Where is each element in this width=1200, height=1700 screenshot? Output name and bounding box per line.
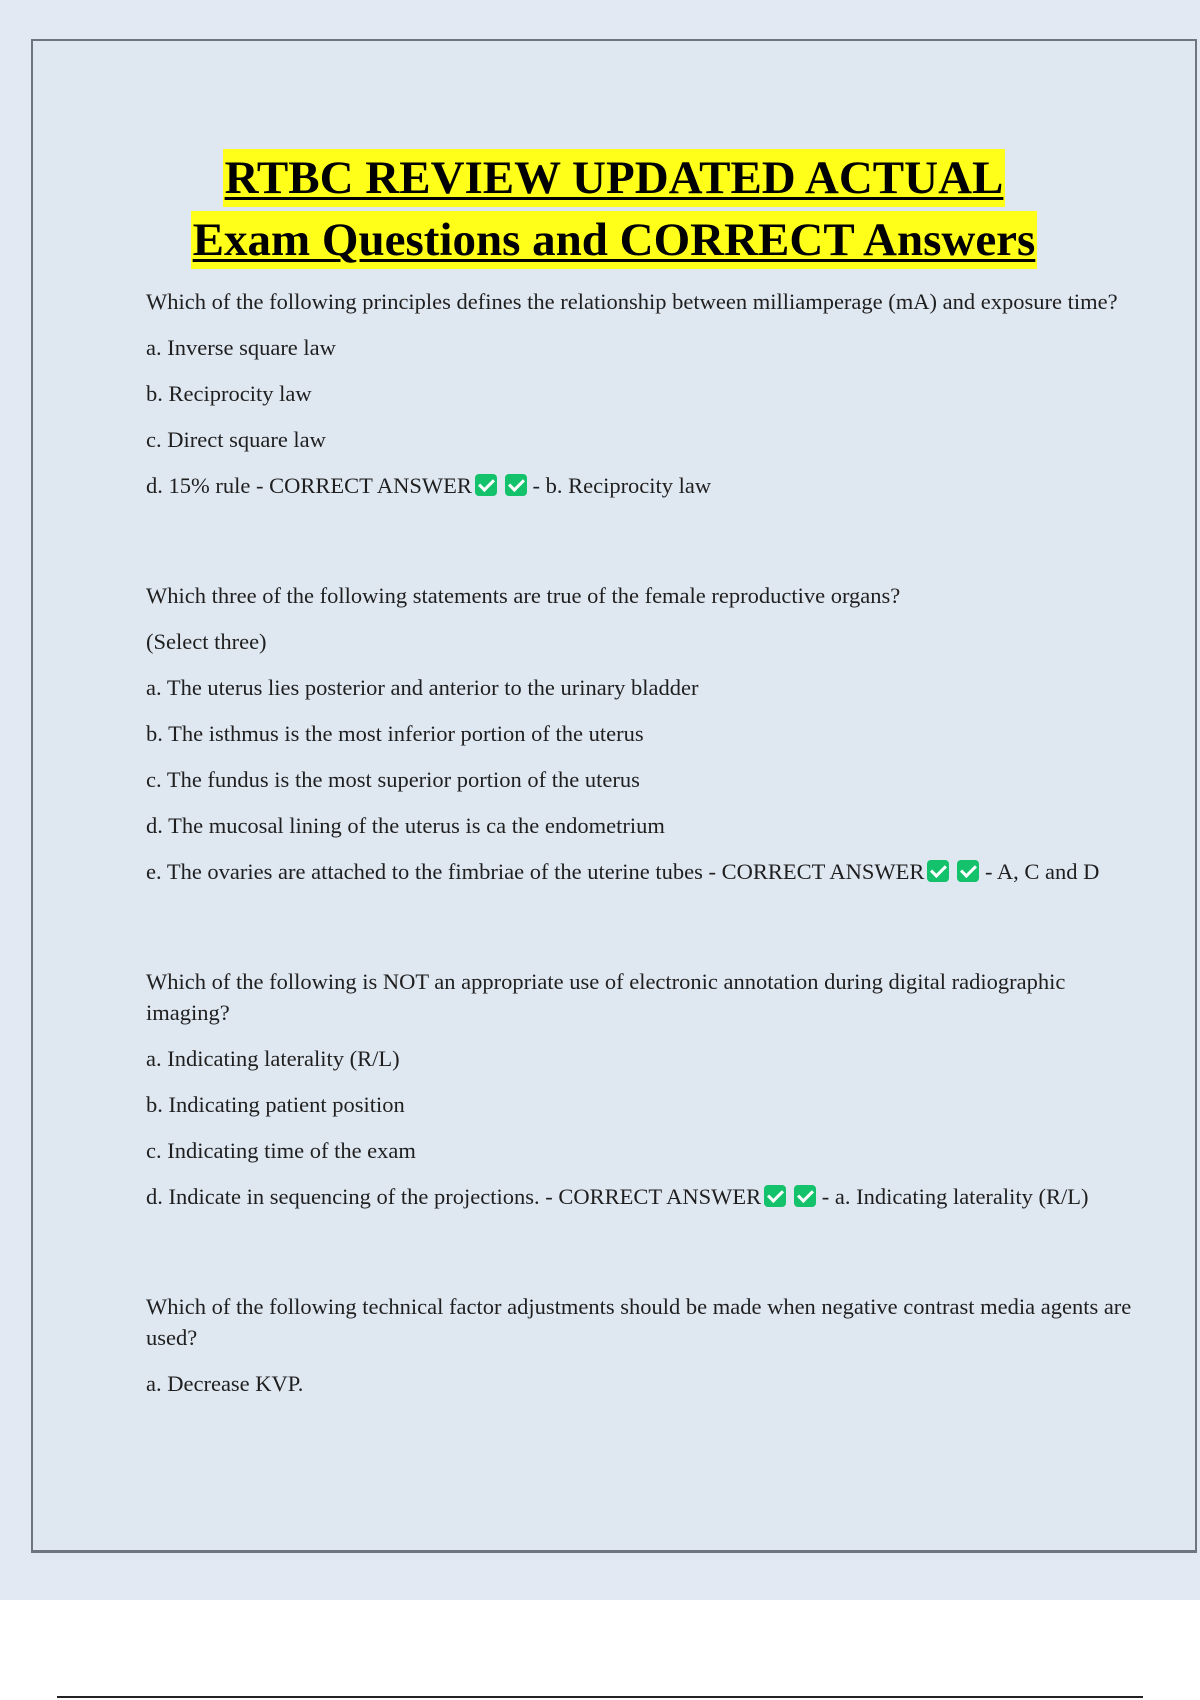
check-mark-icon	[475, 474, 497, 496]
correct-answer: - A, C and D	[984, 859, 1100, 884]
option-e-with-answer	[146, 856, 1136, 887]
question-2	[146, 580, 1136, 887]
question-3	[146, 966, 1136, 1212]
last-option-text: e. The ovaries are attached to the fimbriae of the uterine tubes - CORRECT ANSWER	[146, 859, 925, 884]
questions-list	[146, 286, 1136, 1414]
question-text: Which three of the following statements are true of the female reproductive organs?	[146, 583, 901, 608]
option-b: b. Indicating patient position	[146, 1092, 405, 1117]
document-title	[33, 149, 1195, 273]
spacer	[146, 1227, 1136, 1291]
spacer	[146, 902, 1136, 966]
option-d: d. The mucosal lining of the uterus is ca the endometrium	[146, 813, 665, 838]
title-line-1: RTBC REVIEW UPDATED ACTUAL	[223, 149, 1006, 207]
question-4	[146, 1291, 1136, 1399]
check-mark-icon	[794, 1185, 816, 1207]
option-b: b. Reciprocity law	[146, 381, 312, 406]
option-d-with-answer	[146, 470, 1136, 501]
option-a: a. Decrease KVP.	[146, 1371, 304, 1396]
check-mark-icon	[957, 860, 979, 882]
option-a: a. Indicating laterality (R/L)	[146, 1046, 400, 1071]
option-a: a. The uterus lies posterior and anterior to the urinary bladder	[146, 675, 699, 700]
option-b: b. The isthmus is the most inferior portion of the uterus	[146, 721, 644, 746]
option-c: c. Indicating time of the exam	[146, 1138, 416, 1163]
page-divider-line	[57, 1696, 1143, 1698]
last-option-text: d. Indicate in sequencing of the projections. - CORRECT ANSWER	[146, 1184, 762, 1209]
question-text: Which of the following technical factor adjustments should be made when negative contrast media agents are used?	[146, 1294, 1132, 1350]
title-line-2: Exam Questions and CORRECT Answers	[191, 211, 1038, 269]
document-frame	[31, 39, 1197, 1553]
question-text: Which of the following principles defines the relationship between milliamperage (mA) and exposure time?	[146, 289, 1118, 314]
option-d-with-answer	[146, 1181, 1136, 1212]
question-text: Which of the following is NOT an appropriate use of electronic annotation during digital radiographic imaging?	[146, 969, 1066, 1025]
check-mark-icon	[927, 860, 949, 882]
correct-answer: - b. Reciprocity law	[532, 473, 712, 498]
option-c: c. Direct square law	[146, 427, 326, 452]
correct-answer: - a. Indicating laterality (R/L)	[821, 1184, 1089, 1209]
last-option-text: d. 15% rule - CORRECT ANSWER	[146, 473, 472, 498]
question-1	[146, 286, 1136, 501]
check-mark-icon	[505, 474, 527, 496]
option-c: c. The fundus is the most superior portion of the uterus	[146, 767, 640, 792]
spacer	[146, 516, 1136, 580]
option-a: a. Inverse square law	[146, 335, 336, 360]
check-mark-icon	[764, 1185, 786, 1207]
question-instruction: (Select three)	[146, 629, 267, 654]
